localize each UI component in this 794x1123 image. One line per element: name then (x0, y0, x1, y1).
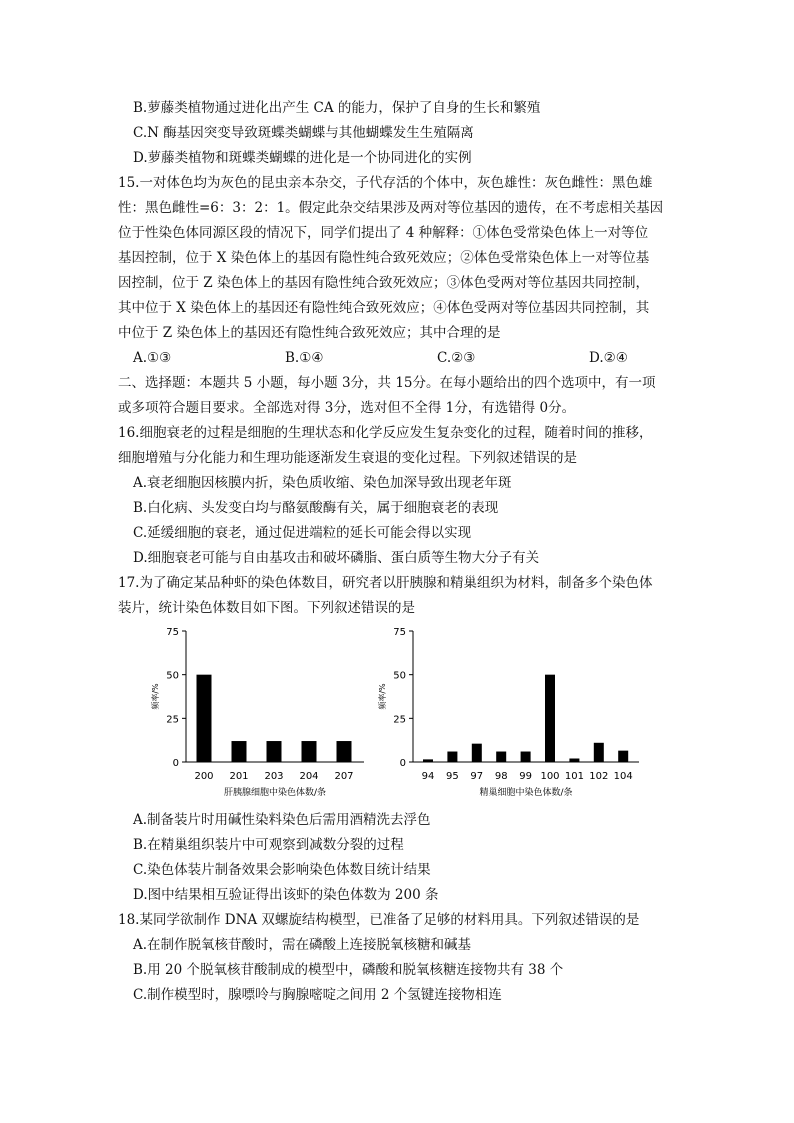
x-tick-label: 99 (519, 771, 532, 782)
bar (594, 743, 604, 762)
q15-stem-line: 其中位于 X 染色体上的基因还有隐性纯合致死效应；④体色受两对等位基因共同控制，其 (118, 300, 650, 316)
bar (447, 752, 457, 762)
q15-stem-line: 因控制，位于 Z 染色体上的基因有隐性纯合致死效应；③体色受两对等位基因共同控制， (118, 275, 649, 291)
y-tick-label: 25 (393, 714, 406, 726)
q15-option-d: D.②④ (589, 350, 628, 366)
x-tick-label: 207 (334, 771, 354, 782)
q15-option-a: A.①③ (133, 350, 172, 366)
q15-stem-line: 15.一对体色均为灰色的昆虫亲本杂交，子代存活的个体中，灰色雄性：灰色雌性：黑色雄 (118, 175, 653, 191)
q18-option-c: C.制作模型时，腺嘌呤与胸腺嘧啶之间用 2 个氢键连接物相连 (133, 987, 502, 1003)
x-tick-label: 100 (540, 771, 560, 782)
x-axis-label: 肝胰腺细胞中染色体数/条 (223, 788, 327, 798)
q15-stem-line: 性：黑色雌性=6：3：2：1。假定此杂交结果涉及两对等位基因的遗传，在不考虑相关基因 (118, 200, 664, 216)
q14-option-c: C.N 酶基因突变导致斑蝶类蝴蝶与其他蝴蝶发生生殖隔离 (133, 125, 474, 141)
bar (521, 752, 531, 762)
x-tick-label: 203 (264, 771, 284, 782)
x-tick-label: 94 (421, 771, 435, 782)
q17-option-a: A.制备装片时用碱性染料染色后需用酒精洗去浮色 (133, 812, 431, 828)
y-tick-label: 75 (166, 627, 179, 638)
q14-option-d: D.萝藤类植物和斑蝶类蝴蝶的进化是一个协同进化的实例 (133, 150, 472, 166)
q16-stem-line: 细胞增殖与分化能力和生理功能逐渐发生衰退的变化过程。下列叙述错误的是 (118, 450, 577, 466)
bar (267, 741, 282, 762)
y-tick-label: 50 (393, 670, 406, 682)
x-tick-label: 101 (564, 771, 584, 782)
bar (337, 741, 352, 762)
q15-option-b: B.①④ (285, 350, 324, 366)
q16-option-a: A.衰老细胞因核膜内折，染色质收缩、染色加深导致出现老年斑 (133, 475, 512, 491)
x-tick-label: 204 (299, 771, 319, 782)
bar (569, 759, 579, 762)
q15-option-c: C.②③ (437, 350, 476, 366)
q18-option-a: A.在制作脱氧核苷酸时，需在磷酸上连接脱氧核糖和碱基 (133, 937, 472, 953)
liver-chromosome-chart (150, 620, 380, 805)
q16-option-c: C.延缓细胞的衰老，通过促进端粒的延长可能会得以实现 (133, 525, 472, 541)
bar (423, 759, 433, 762)
q18-option-b: B.用 20 个脱氧核苷酸制成的模型中，磷酸和脱氧核糖连接物共有 38 个 (133, 962, 564, 978)
y-axis-label: 频率/% (378, 683, 387, 710)
x-tick-label: 102 (589, 771, 609, 782)
x-tick-label: 200 (194, 771, 214, 782)
q17-option-b: B.在精巢组织装片中可观察到减数分裂的过程 (133, 837, 404, 853)
q16-option-d: D.细胞衰老可能与自由基攻击和破坏磷脂、蛋白质等生物大分子有关 (133, 550, 540, 566)
bar (472, 744, 482, 762)
section2-instructions: 二、选择题：本题共 5 小题，每小题 3分，共 15分。在每小题给出的四个选项中，有一项 (118, 375, 656, 391)
y-axis-label: 频率/% (151, 683, 160, 710)
x-tick-label: 98 (494, 771, 508, 782)
y-tick-label: 75 (393, 627, 406, 638)
y-tick-label: 0 (172, 758, 179, 769)
x-tick-label: 201 (229, 771, 249, 782)
bar (618, 751, 628, 762)
bar (545, 675, 555, 762)
x-tick-label: 97 (470, 771, 484, 782)
q15-stem-line: 位于性染色体同源区段的情况下，同学们提出了 4 种解释：①体色受常染色体上一对等位 (118, 225, 649, 241)
q16-stem-line: 16.细胞衰老的过程是细胞的生理状态和化学反应发生复杂变化的过程，随着时间的推移， (118, 425, 653, 441)
y-tick-label: 25 (166, 714, 179, 726)
q18-stem-line: 18.某同学欲制作 DNA 双螺旋结构模型，已准备了足够的材料用具。下列叙述错误的是 (118, 912, 640, 928)
bar (302, 741, 317, 762)
bar (496, 752, 506, 762)
bar (232, 741, 247, 762)
q16-option-b: B.白化病、头发变白均与酪氨酸酶有关，属于细胞衰老的表现 (133, 500, 499, 516)
q17-stem-line: 17.为了确定某品种虾的染色体数目，研究者以肝胰腺和精巢组织为材料，制备多个染色体 (118, 575, 653, 591)
q17-option-d: D.图中结果相互验证得出该虾的染色体数为 200 条 (133, 887, 439, 903)
section2-instructions: 或多项符合题目要求。全部选对得 3分，选对但不全得 1分，有选错得 0分。 (118, 400, 576, 416)
x-tick-label: 95 (446, 771, 459, 782)
bar (197, 675, 212, 762)
testis-chromosome-chart (375, 620, 655, 805)
y-tick-label: 0 (399, 758, 406, 769)
y-tick-label: 50 (166, 670, 179, 682)
x-axis-label: 精巢细胞中染色体数/条 (479, 788, 573, 798)
q17-stem-line: 装片，统计染色体数目如下图。下列叙述错误的是 (118, 600, 415, 616)
q17-option-c: C.染色体装片制备效果会影响染色体数目统计结果 (133, 862, 431, 878)
q15-stem-line: 基因控制，位于 X 染色体上的基因有隐性纯合致死效应；②体色受常染色体上一对等位基 (118, 250, 650, 266)
x-tick-label: 104 (613, 771, 633, 782)
q15-stem-line: 中位于 Z 染色体上的基因还有隐性纯合致死效应；其中合理的是 (118, 325, 501, 341)
q14-option-b: B.萝藤类植物通过进化出产生 CA 的能力，保护了自身的生长和繁殖 (133, 100, 541, 116)
